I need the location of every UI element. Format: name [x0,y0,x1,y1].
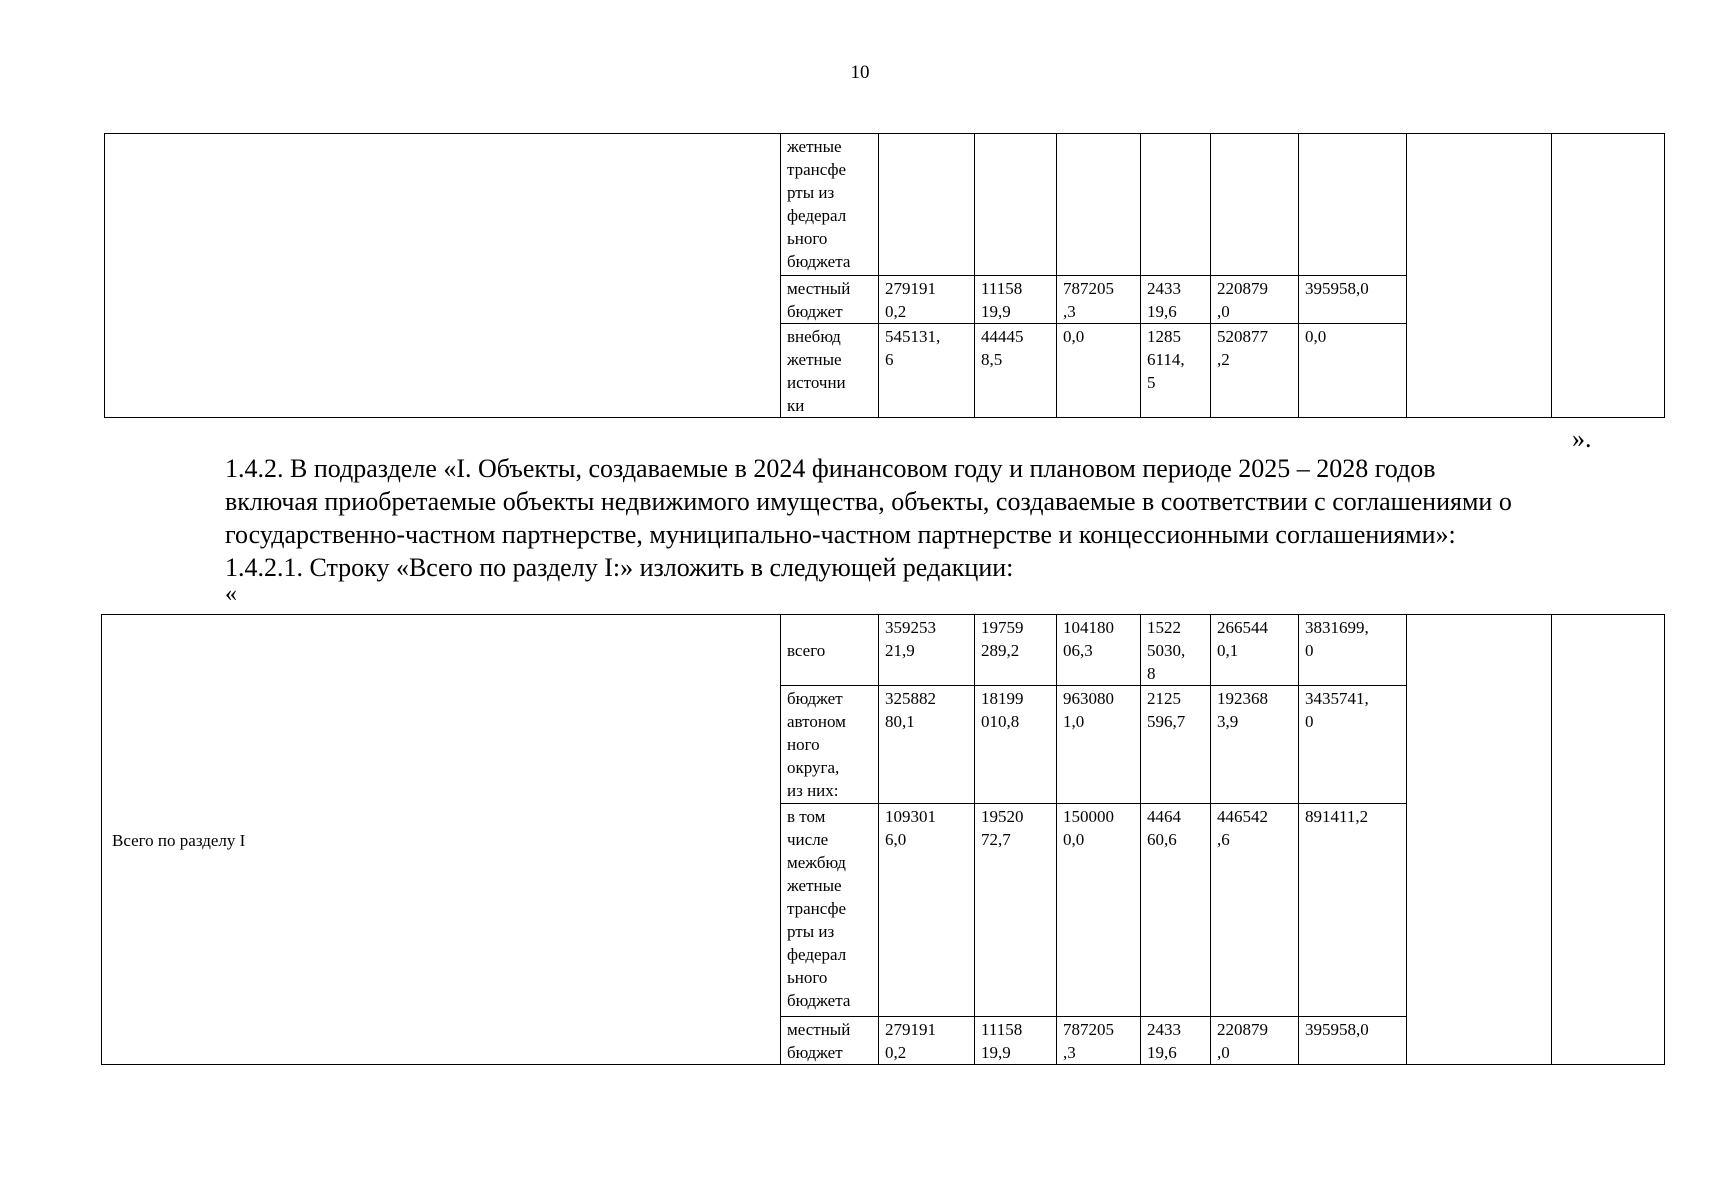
table-cell: 109301 6,0 [879,804,975,1017]
table-cell [1299,134,1407,276]
table-cell: 2433 19,6 [1141,1017,1211,1065]
table-cell: 266544 0,1 [1211,615,1299,686]
table-cell: 787205 ,3 [1057,276,1141,324]
paragraph-line: включая приобретаемые объекты недвижимого имущества, объекты, создаваемые в соответствии с соглашениями о [225,487,1512,516]
table-cell: 220879 ,0 [1211,276,1299,324]
table-cell: 325882 80,1 [879,686,975,804]
table-cell: 3831699, 0 [1299,615,1407,686]
table-cell: 19759 289,2 [975,615,1057,686]
table-cell: 787205 ,3 [1057,1017,1141,1065]
table-cell: 220879 ,0 [1211,1017,1299,1065]
section-total-label: Всего по разделу I [102,615,781,1065]
row-label: внебюд жетные источни ки [781,324,879,418]
table-cell: 4464 60,6 [1141,804,1211,1017]
table-cell: 279191 0,2 [879,276,975,324]
table-cell: 11158 19,9 [975,1017,1057,1065]
table-cell [1141,134,1211,276]
table-cell: 19520 72,7 [975,804,1057,1017]
table-cell: 3435741, 0 [1299,686,1407,804]
row-label: всего [781,615,879,686]
table-cell: 104180 06,3 [1057,615,1141,686]
opening-quote: « [225,581,237,607]
table-cell: 359253 21,9 [879,615,975,686]
table-cell: 11158 19,9 [975,276,1057,324]
table-cell: 44445 8,5 [975,324,1057,418]
table-cell: 963080 1,0 [1057,686,1141,804]
table-cell: 891411,2 [1299,804,1407,1017]
budget-table-continuation [104,133,1665,418]
table-cell: 150000 0,0 [1057,804,1141,1017]
table-cell: 1285 6114, 5 [1141,324,1211,418]
table-cell: 1522 5030, 8 [1141,615,1211,686]
empty-column-cell [1407,134,1552,418]
table-cell: 18199 010,8 [975,686,1057,804]
table-cell: 520877 ,2 [1211,324,1299,418]
amendment-paragraph [155,452,1585,551]
paragraph-line: 1.4.2. В подразделе «I. Объекты, создаваемые в 2024 финансовом году и плановом периоде 2025 – 2028 годов [225,454,1436,483]
empty-column-cell [1552,615,1665,1065]
table-cell: 0,0 [1299,324,1407,418]
row-label: местный бюджет [781,276,879,324]
row-label: жетные трансфе рты из федерал ьного бюджета [781,134,879,276]
table-row [102,615,1665,686]
page-number: 10 [850,62,870,83]
table-cell: 446542 ,6 [1211,804,1299,1017]
table-cell [975,134,1057,276]
table-cell [1057,134,1141,276]
table-cell: 2433 19,6 [1141,276,1211,324]
table-cell: 279191 0,2 [879,1017,975,1065]
budget-table-section-total [101,614,1665,1065]
table-cell: 395958,0 [1299,1017,1407,1065]
table-cell: 395958,0 [1299,276,1407,324]
table-cell: 0,0 [1057,324,1141,418]
sub-paragraph: 1.4.2.1. Строку «Всего по разделу I:» изложить в следующей редакции: [225,553,1014,582]
table-cell [879,134,975,276]
closing-quote: ». [1572,424,1592,453]
left-merged-cell [105,134,781,418]
table-cell: 545131, 6 [879,324,975,418]
row-label: бюджет автоном ного округа, из них: [781,686,879,804]
table-row [105,134,1665,276]
table-cell: 192368 3,9 [1211,686,1299,804]
row-label: местный бюджет [781,1017,879,1065]
row-label: в том числе межбюд жетные трансфе рты из федерал ьного бюджета [781,804,879,1017]
empty-column-cell [1552,134,1665,418]
paragraph-line: государственно-частном партнерстве, муниципально-частном партнерстве и концессионными соглашениями»: [225,520,1456,549]
table-cell: 2125 596,7 [1141,686,1211,804]
empty-column-cell [1407,615,1552,1065]
table-cell [1211,134,1299,276]
